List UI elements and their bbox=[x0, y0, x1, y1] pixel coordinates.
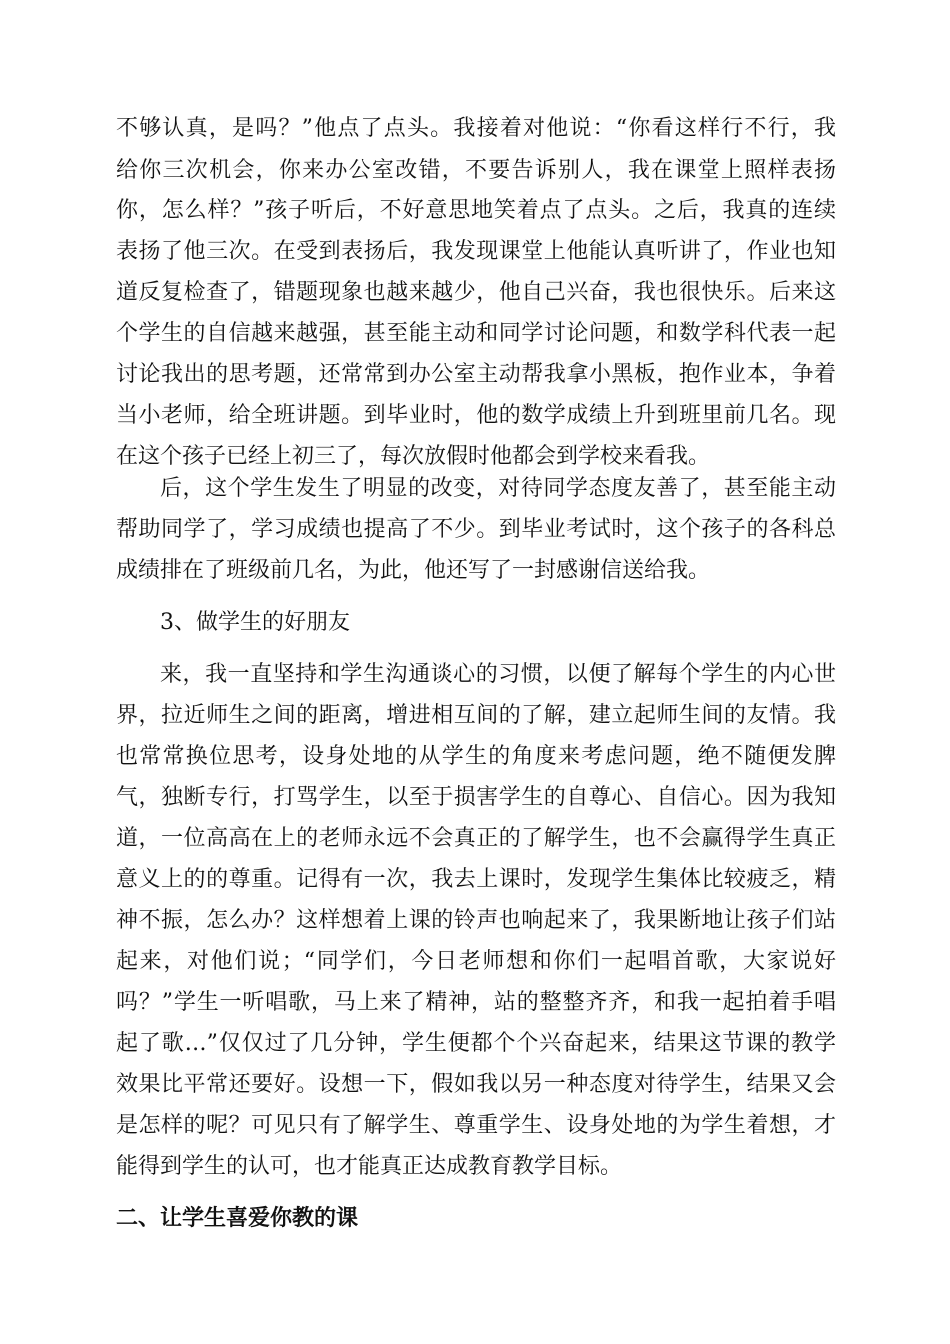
paragraph-3-line-8: 起来，对他们说；“同学们，今日老师想和你们一起唱首歌，大家说好 bbox=[116, 949, 836, 974]
paragraph-1-line-4: 表扬了他三次。在受到表扬后，我发现课堂上他能认真听讲了，作业也知 bbox=[116, 239, 836, 264]
paragraph-1-line-7: 讨论我出的思考题，还常常到办公室主动帮我拿小黑板，抱作业本，争着 bbox=[116, 362, 836, 387]
paragraph-1-line-1: 不够认真，是吗？”他点了点头。我接着对他说：“你看这样行不行，我 bbox=[116, 116, 836, 141]
paragraph-2-line-2: 帮助同学了，学习成绩也提高了不少。到毕业考试时，这个孩子的各科总 bbox=[116, 517, 836, 542]
paragraph-3-line-5: 道，一位高高在上的老师永远不会真正的了解学生，也不会赢得学生真正 bbox=[116, 826, 836, 851]
paragraph-3-line-13: 能得到学生的认可，也才能真正达成教育教学目标。 bbox=[116, 1154, 623, 1179]
paragraph-2-line-3: 成绩排在了班级前几名，为此，他还写了一封感谢信送给我。 bbox=[116, 558, 711, 583]
paragraph-1-line-2: 给你三次机会，你来办公室改错，不要告诉别人，我在课堂上照样表扬 bbox=[116, 158, 836, 183]
section-heading-2: 二、让学生喜爱你教的课 bbox=[116, 1206, 359, 1231]
paragraph-3-line-10: 起了歌…”仅仅过了几分钟，学生便都个个兴奋起来，结果这节课的教学 bbox=[116, 1031, 836, 1056]
paragraph-1-line-5: 道反复检查了，错题现象也越来越少，他自己兴奋，我也很快乐。后来这 bbox=[116, 280, 836, 305]
paragraph-1-line-9: 在这个孩子已经上初三了，每次放假时他都会到学校来看我。 bbox=[116, 444, 711, 469]
subheading-3: 3、做学生的好朋友 bbox=[160, 610, 350, 635]
paragraph-3-line-2: 界，拉近师生之间的距离，增进相互间的了解，建立起师生间的友情。我 bbox=[116, 703, 836, 728]
paragraph-1-line-3: 你，怎么样？”孩子听后，不好意思地笑着点了点头。之后，我真的连续 bbox=[116, 198, 836, 223]
paragraph-3-line-9: 吗？”学生一听唱歌，马上来了精神，站的整整齐齐，和我一起拍着手唱 bbox=[116, 990, 836, 1015]
paragraph-1-line-6: 个学生的自信越来越强，甚至能主动和同学讨论问题，和数学科代表一起 bbox=[116, 321, 836, 346]
paragraph-3-line-12: 是怎样的呢？可见只有了解学生、尊重学生、设身处地的为学生着想，才 bbox=[116, 1113, 836, 1138]
paragraph-3-line-3: 也常常换位思考，设身处地的从学生的角度来考虑问题，绝不随便发脾 bbox=[116, 744, 836, 769]
paragraph-3-line-1: 来，我一直坚持和学生沟通谈心的习惯，以便了解每个学生的内心世 bbox=[160, 662, 836, 687]
paragraph-3-line-11: 效果比平常还要好。设想一下，假如我以另一种态度对待学生，结果又会 bbox=[116, 1072, 836, 1097]
paragraph-3-line-4: 气，独断专行，打骂学生，以至于损害学生的自尊心、自信心。因为我知 bbox=[116, 785, 836, 810]
paragraph-3-line-7: 神不振，怎么办？这样想着上课的铃声也响起来了，我果断地让孩子们站 bbox=[116, 908, 836, 933]
paragraph-1-line-8: 当小老师，给全班讲题。到毕业时，他的数学成绩上升到班里前几名。现 bbox=[116, 403, 836, 428]
paragraph-3-line-6: 意义上的的尊重。记得有一次，我去上课时，发现学生集体比较疲乏，精 bbox=[116, 867, 836, 892]
paragraph-2-line-1: 后，这个学生发生了明显的改变，对待同学态度友善了，甚至能主动 bbox=[160, 476, 836, 501]
